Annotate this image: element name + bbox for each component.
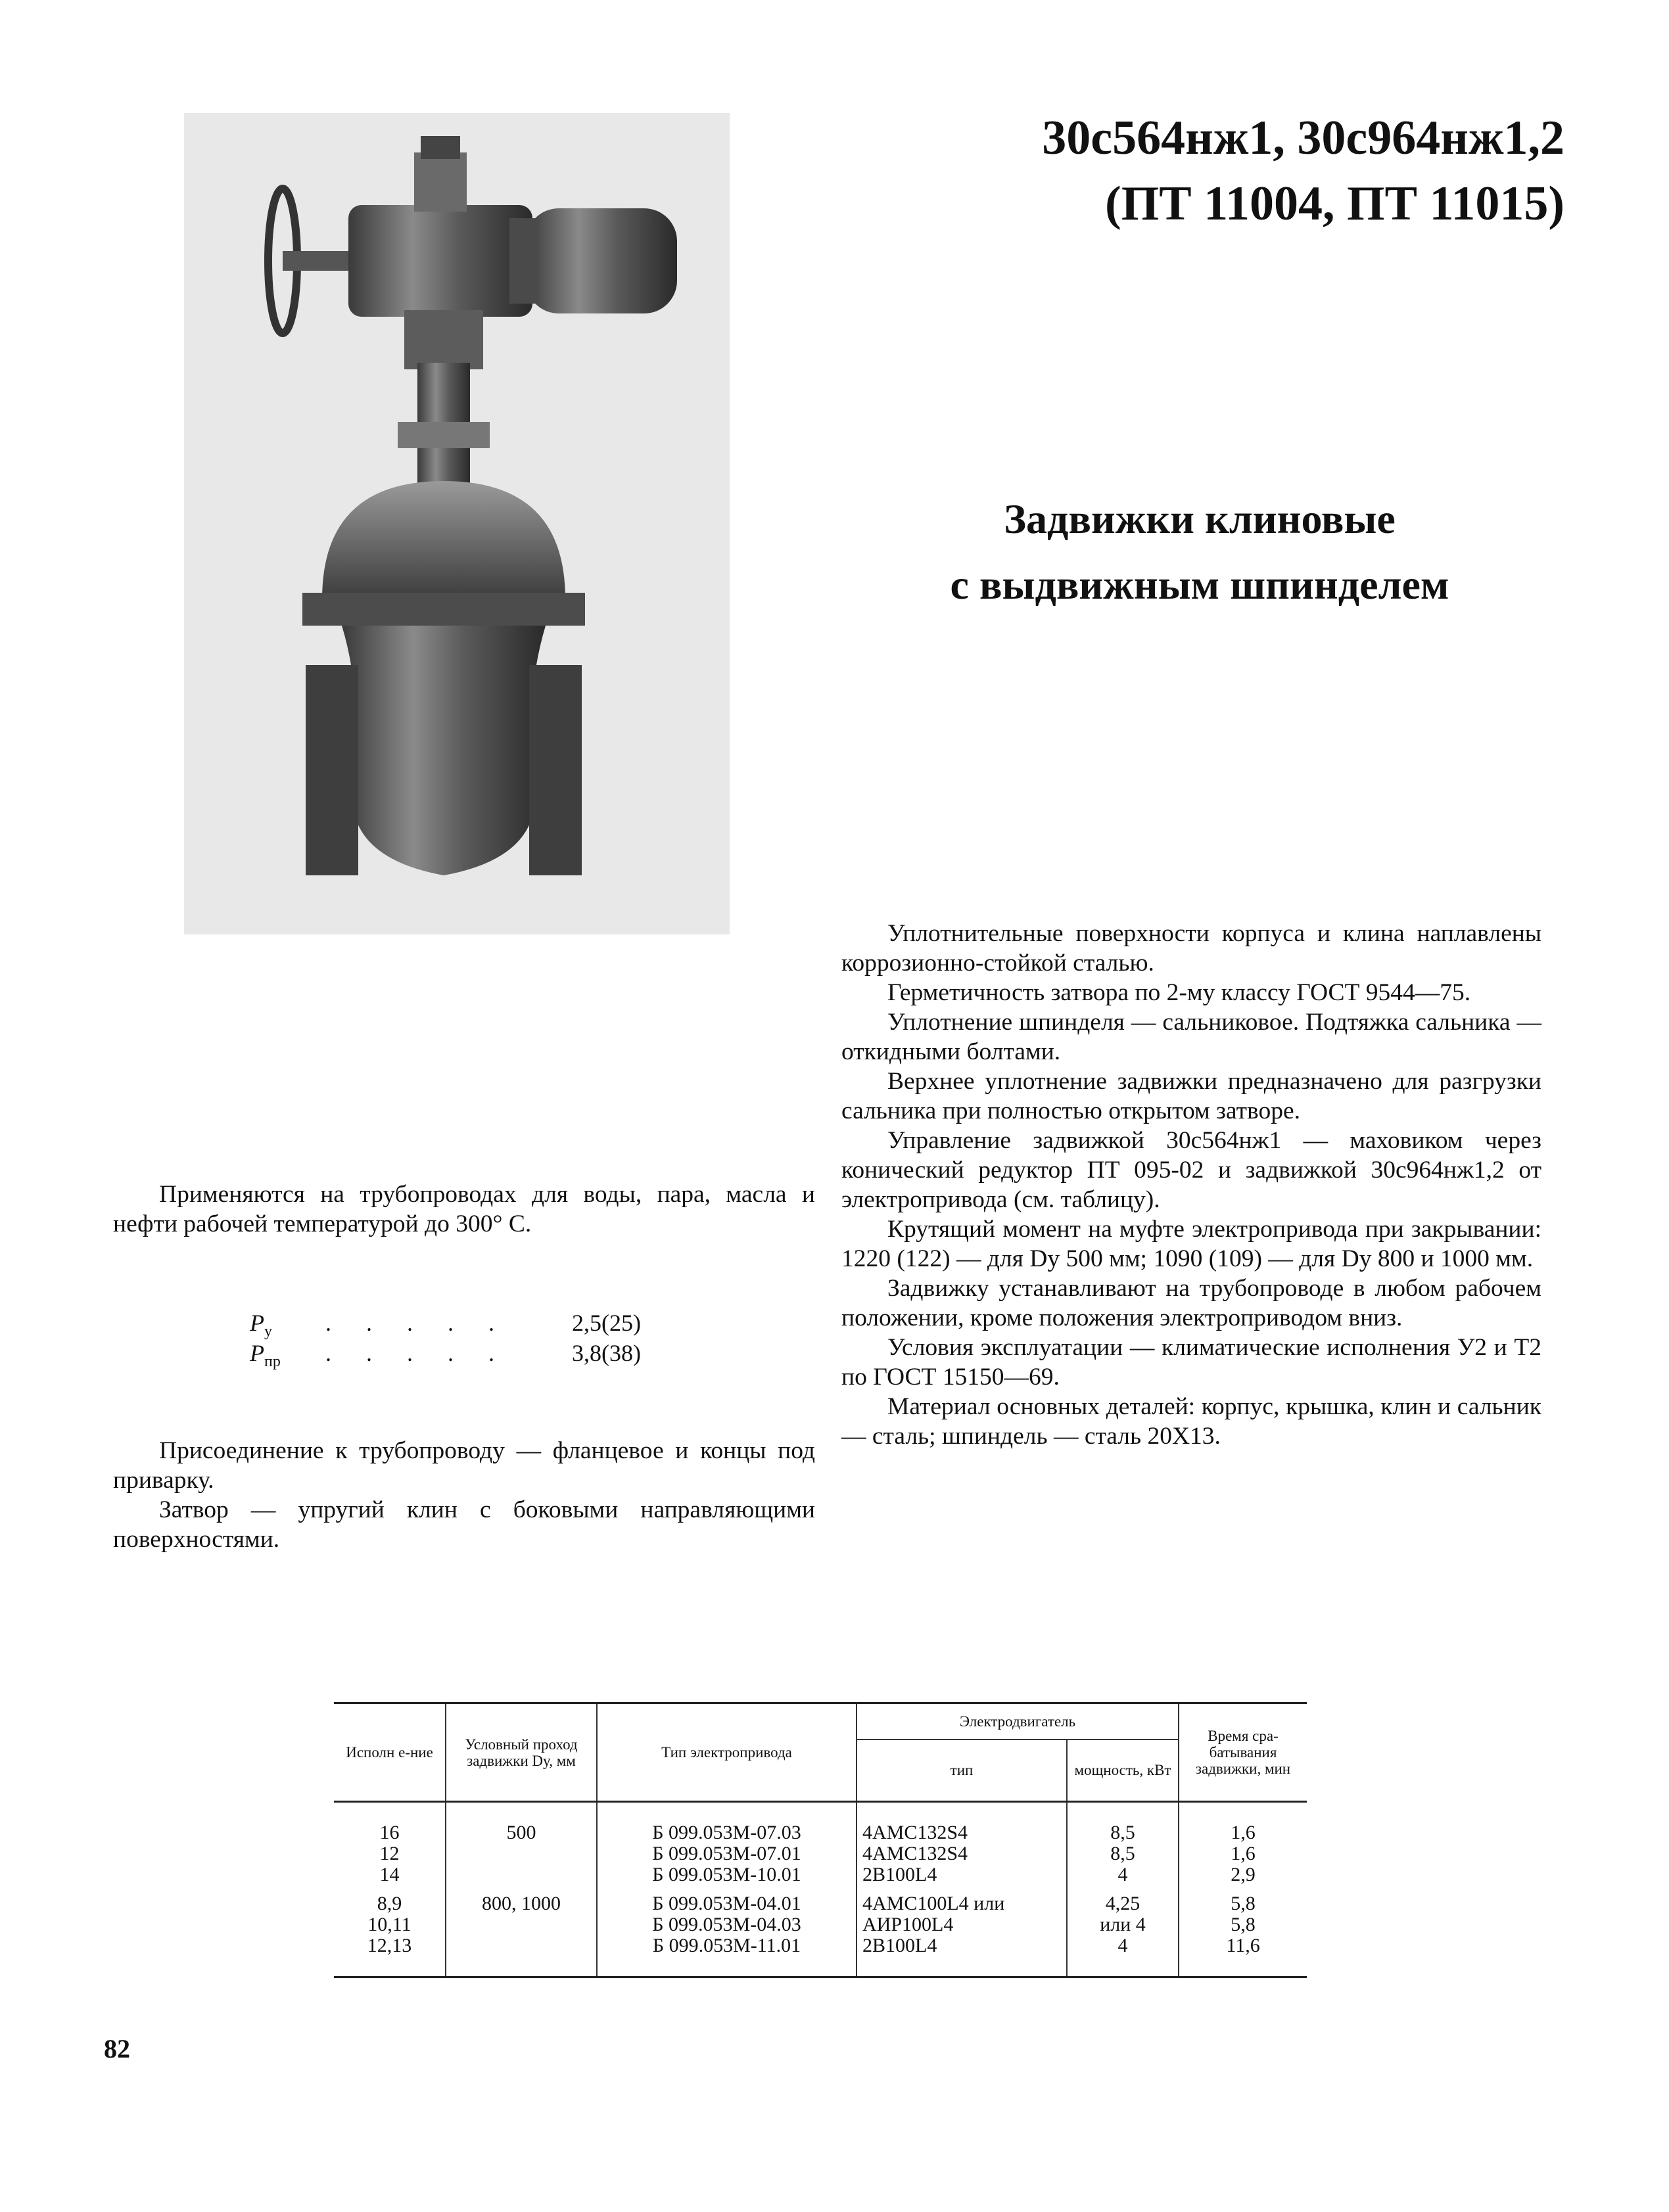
paragraph: Уплотнительные поверхности корпуса и клина наплавлены коррозионно-стойкой сталью. bbox=[841, 920, 1541, 977]
paragraph: Затвор — упругий клин с боковыми направляющими поверхностями. bbox=[113, 1496, 815, 1553]
connection-text bbox=[113, 1436, 815, 1554]
paragraph: Материал основных деталей: корпус, крышка, клин и сальник — сталь; шпиндель — сталь 20Х13. bbox=[841, 1393, 1541, 1450]
paragraph: Герметичность затвора по 2-му классу ГОСТ 9544—75. bbox=[887, 979, 1471, 1006]
table-header-row bbox=[334, 1703, 1307, 1740]
cell-time: 5,8 5,8 11,6 bbox=[1179, 1885, 1307, 1977]
cell-motor-type: 4АМС132S4 4АМС132S4 2В100L4 bbox=[857, 1802, 1067, 1886]
header-motor: Электродвигатель bbox=[857, 1703, 1179, 1740]
subtitle-line-1: Задвижки клиновые bbox=[1004, 495, 1396, 542]
cell-drive-type: Б 099.053М-07.03 Б 099.053М-07.01 Б 099.053М-10.01 bbox=[597, 1802, 857, 1886]
document-subtitle bbox=[855, 486, 1545, 618]
cell-drive-type: Б 099.053М-04.01 Б 099.053М-04.03 Б 099.053М-11.01 bbox=[597, 1885, 857, 1977]
cell-version: 16 12 14 bbox=[379, 1822, 400, 1885]
pressure-row-nominal bbox=[250, 1308, 670, 1341]
title-line-1: 30с564нж1, 30с964нж1,2 bbox=[1042, 111, 1564, 165]
cell-version: 8,9 10,11 12,13 bbox=[367, 1893, 412, 1956]
pressure-values bbox=[250, 1308, 670, 1371]
header-motor-power: мощность, кВт bbox=[1067, 1740, 1179, 1802]
title-line-2: (ПТ 11004, ПТ 11015) bbox=[1105, 177, 1564, 231]
usage-text bbox=[113, 1180, 815, 1239]
cell-time: 1,6 1,6 2,9 bbox=[1179, 1802, 1307, 1886]
pressure-value: 3,8(38) bbox=[572, 1340, 641, 1366]
pressure-row-test bbox=[250, 1338, 670, 1371]
paragraph: Задвижку устанавливают на трубопроводе в любом рабочем положении, кроме положения электроприводом вниз. bbox=[841, 1275, 1541, 1331]
paragraph: Управление задвижкой 30с564нж1 — маховиком через конический редуктор ПТ 095-02 и задвижкой 30с964нж1,2 от электропривода (см. таблицу). bbox=[841, 1127, 1541, 1213]
table-row bbox=[334, 1885, 1307, 1977]
valve-photo bbox=[184, 113, 730, 934]
cell-bore: 500 bbox=[446, 1802, 597, 1886]
header-motor-type: тип bbox=[857, 1740, 1067, 1802]
leader-dots: . . . . . bbox=[325, 1340, 509, 1366]
leader-dots: . . . . . bbox=[325, 1310, 509, 1336]
pressure-symbol: $P_{пр}$ bbox=[250, 1340, 281, 1371]
paragraph: Верхнее уплотнение задвижки предназначено для разгрузки сальника при полностью открытом затворе. bbox=[841, 1068, 1541, 1124]
header-drive-type: Тип электропривода bbox=[597, 1703, 857, 1802]
table-row bbox=[334, 1802, 1307, 1886]
pressure-value: 2,5(25) bbox=[572, 1310, 641, 1336]
description-right-column bbox=[841, 919, 1541, 1451]
header-bore: Условный проход задвижки Dу, мм bbox=[446, 1703, 597, 1802]
paragraph: Применяются на трубопроводах для воды, пара, масла и нефти рабочей температурой до 300° С. bbox=[113, 1181, 815, 1237]
subtitle-line-2: с выдвижным шпинделем bbox=[950, 561, 1449, 608]
paragraph: Присоединение к трубопроводу — фланцевое и концы под приварку. bbox=[113, 1437, 815, 1494]
paragraph: Уплотнение шпинделя — сальниковое. Подтяжка сальника — откидными болтами. bbox=[841, 1009, 1541, 1065]
paragraph: Условия эксплуатации — климатические исполнения У2 и Т2 по ГОСТ 15150—69. bbox=[841, 1334, 1541, 1391]
cell-bore: 800, 1000 bbox=[446, 1885, 597, 1977]
cell-motor-type: 4АМС100L4 или АИР100L4 2В100L4 bbox=[857, 1885, 1067, 1977]
gate-valve-illustration bbox=[184, 113, 730, 934]
page-number: 82 bbox=[104, 2034, 130, 2063]
header-version: Исполн е-ние bbox=[334, 1703, 446, 1802]
cell-motor-power: 4,25 или 4 4 bbox=[1067, 1885, 1179, 1977]
header-time: Время сра-батывания задвижки, мин bbox=[1179, 1703, 1307, 1802]
pressure-symbol: $P_у$ bbox=[250, 1310, 272, 1341]
spec-table bbox=[334, 1702, 1307, 1978]
cell-motor-power: 8,5 8,5 4 bbox=[1067, 1802, 1179, 1886]
document-title bbox=[986, 105, 1564, 237]
paragraph: Крутящий момент на муфте электропривода при закрывании: 1220 (122) — для Dу 500 мм; 1090 (109) — для Dу 800 и 1000 мм. bbox=[841, 1216, 1541, 1272]
